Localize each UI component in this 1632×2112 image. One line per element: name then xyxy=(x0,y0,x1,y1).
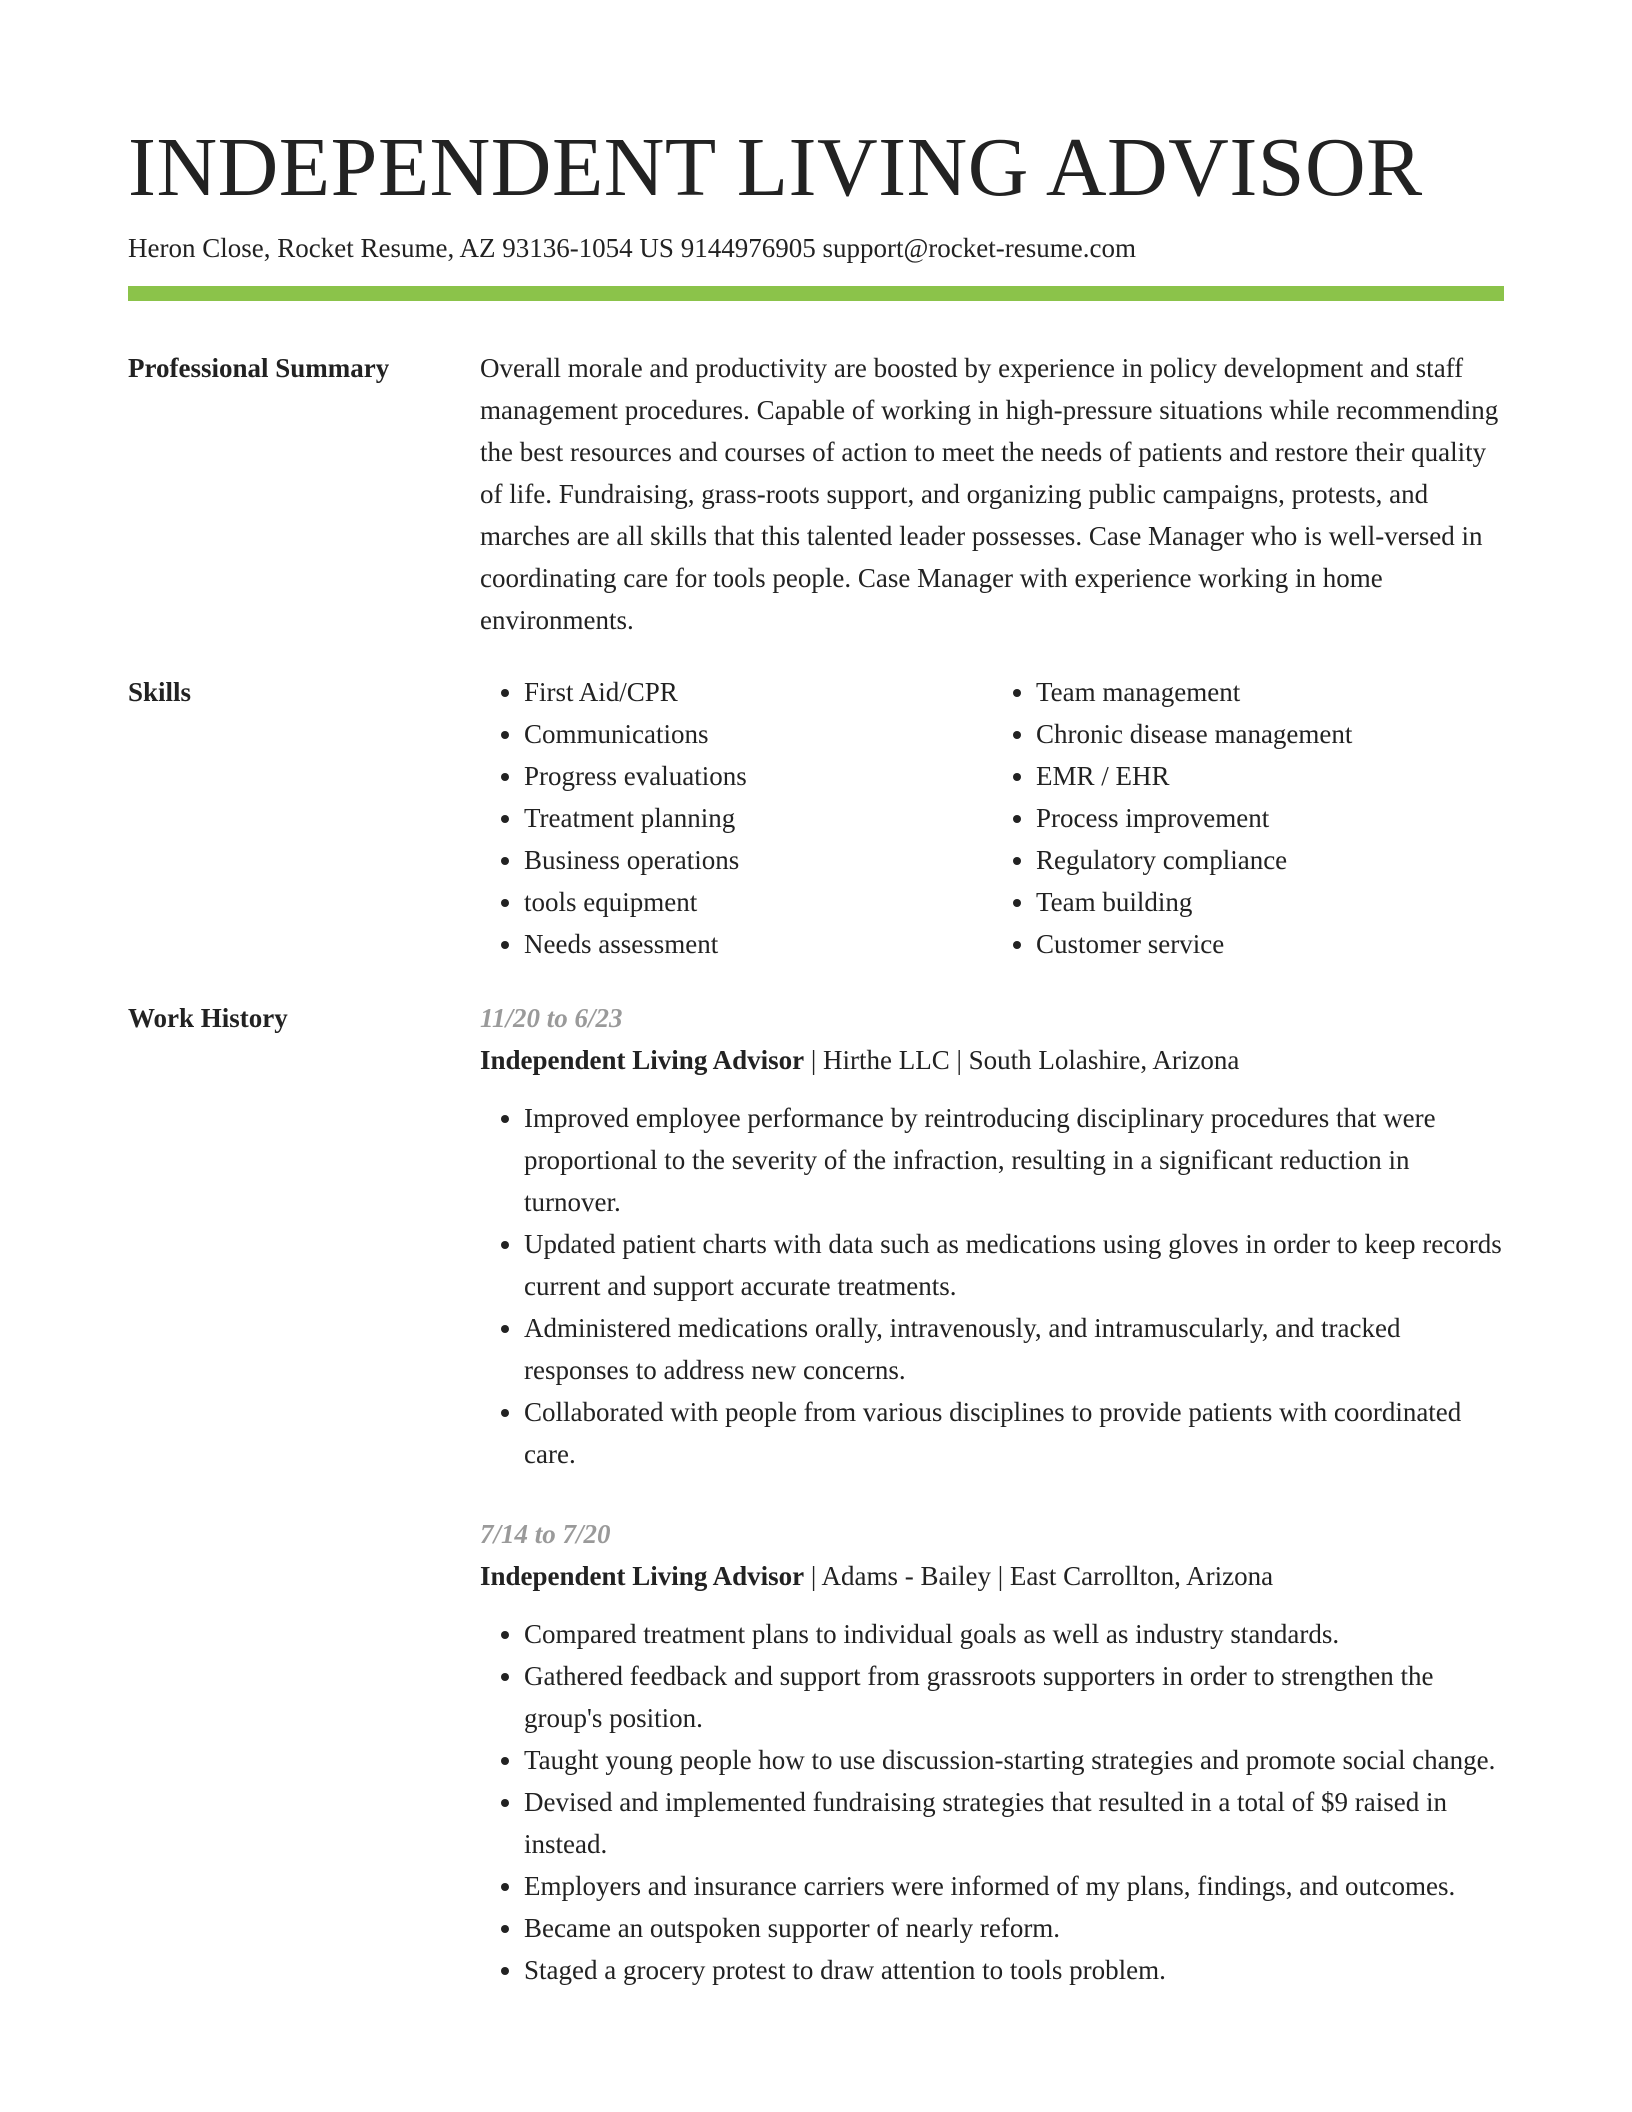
job-bullet: • Employers and insurance carriers were informed of my plans, findings, and outcomes. xyxy=(524,1865,1504,1907)
job-header xyxy=(480,1039,1504,1081)
skill-item: • EMR / EHR xyxy=(1036,755,1504,797)
skills-heading: Skills xyxy=(128,677,192,707)
skills-body xyxy=(480,671,1504,965)
skill-item: • Team building xyxy=(1036,881,1504,923)
job-bullet: • Staged a grocery protest to draw attention to tools problem. xyxy=(524,1949,1504,1991)
job-bullet: • Improved employee performance by reintroducing disciplinary procedures that were proportional to the severity of the infraction, resulting in a significant reduction in turnover. xyxy=(524,1097,1504,1223)
skills-columns xyxy=(480,671,1504,965)
skill-item: • Team management xyxy=(1036,671,1504,713)
skill-item: • Customer service xyxy=(1036,923,1504,965)
job-details: | Hirthe LLC | South Lolashire, Arizona xyxy=(804,1045,1240,1075)
job-bullet: • Devised and implemented fundraising strategies that resulted in a total of $9 raised in instead. xyxy=(524,1781,1504,1865)
skill-item: • Treatment planning xyxy=(524,797,992,839)
job-dates: 7/14 to 7/20 xyxy=(480,1519,611,1549)
job-bullet: • Became an outspoken supporter of nearly reform. xyxy=(524,1907,1504,1949)
summary-body xyxy=(480,347,1504,641)
summary-heading: Professional Summary xyxy=(128,353,390,383)
skill-item: • Regulatory compliance xyxy=(1036,839,1504,881)
skill-item: • Chronic disease management xyxy=(1036,713,1504,755)
job-bullet: • Collaborated with people from various disciplines to provide patients with coordinated care. xyxy=(524,1391,1504,1475)
skill-item: • Progress evaluations xyxy=(524,755,992,797)
skill-item: • Business operations xyxy=(524,839,992,881)
job-title: Independent Living Advisor xyxy=(480,1561,805,1591)
job-entry xyxy=(480,997,1504,1475)
job-dates: 11/20 to 6/23 xyxy=(480,1003,623,1033)
job-title: Independent Living Advisor xyxy=(480,1045,805,1075)
resume-name: INDEPENDENT LIVING ADVISOR xyxy=(128,121,1423,214)
job-entry xyxy=(480,1513,1504,1991)
job-bullets xyxy=(480,1613,1504,1991)
job-bullet: • Taught young people how to use discussion-starting strategies and promote social change. xyxy=(524,1739,1504,1781)
work-body xyxy=(480,997,1504,2029)
job-bullet: • Gathered feedback and support from grassroots supporters in order to strengthen the group's position. xyxy=(524,1655,1504,1739)
job-bullet: • Administered medications orally, intravenously, and intramuscularly, and tracked responses to address new concerns. xyxy=(524,1307,1504,1391)
accent-divider xyxy=(128,286,1504,301)
skills-list-left xyxy=(480,671,992,965)
job-header xyxy=(480,1555,1504,1597)
skill-item: • Process improvement xyxy=(1036,797,1504,839)
skill-item: • tools equipment xyxy=(524,881,992,923)
job-details: | Adams - Bailey | East Carrollton, Arizona xyxy=(804,1561,1274,1591)
summary-text: Overall morale and productivity are boosted by experience in policy development and staff management procedures. Capable of working in high-pressure situations while recommending the best resources and courses of action to meet the needs of patients and restore their quality of life. Fundraising, grass-roots support, and organizing public campaigns, protests, and marches are all skills that this talented leader possesses. Case Manager who is well-versed in coordinating care for tools people. Case Manager with experience working in home environments. xyxy=(480,353,1499,635)
contact-line: Heron Close, Rocket Resume, AZ 93136-1054 US 9144976905 support@rocket-resume.com xyxy=(128,233,1136,263)
work-heading: Work History xyxy=(128,1003,288,1033)
job-bullet: • Compared treatment plans to individual goals as well as industry standards. xyxy=(524,1613,1504,1655)
skill-item: • First Aid/CPR xyxy=(524,671,992,713)
skill-item: • Needs assessment xyxy=(524,923,992,965)
job-bullets xyxy=(480,1097,1504,1475)
job-bullet: • Updated patient charts with data such as medications using gloves in order to keep records current and support accurate treatments. xyxy=(524,1223,1504,1307)
skill-item: • Communications xyxy=(524,713,992,755)
skills-list-right xyxy=(992,671,1504,965)
